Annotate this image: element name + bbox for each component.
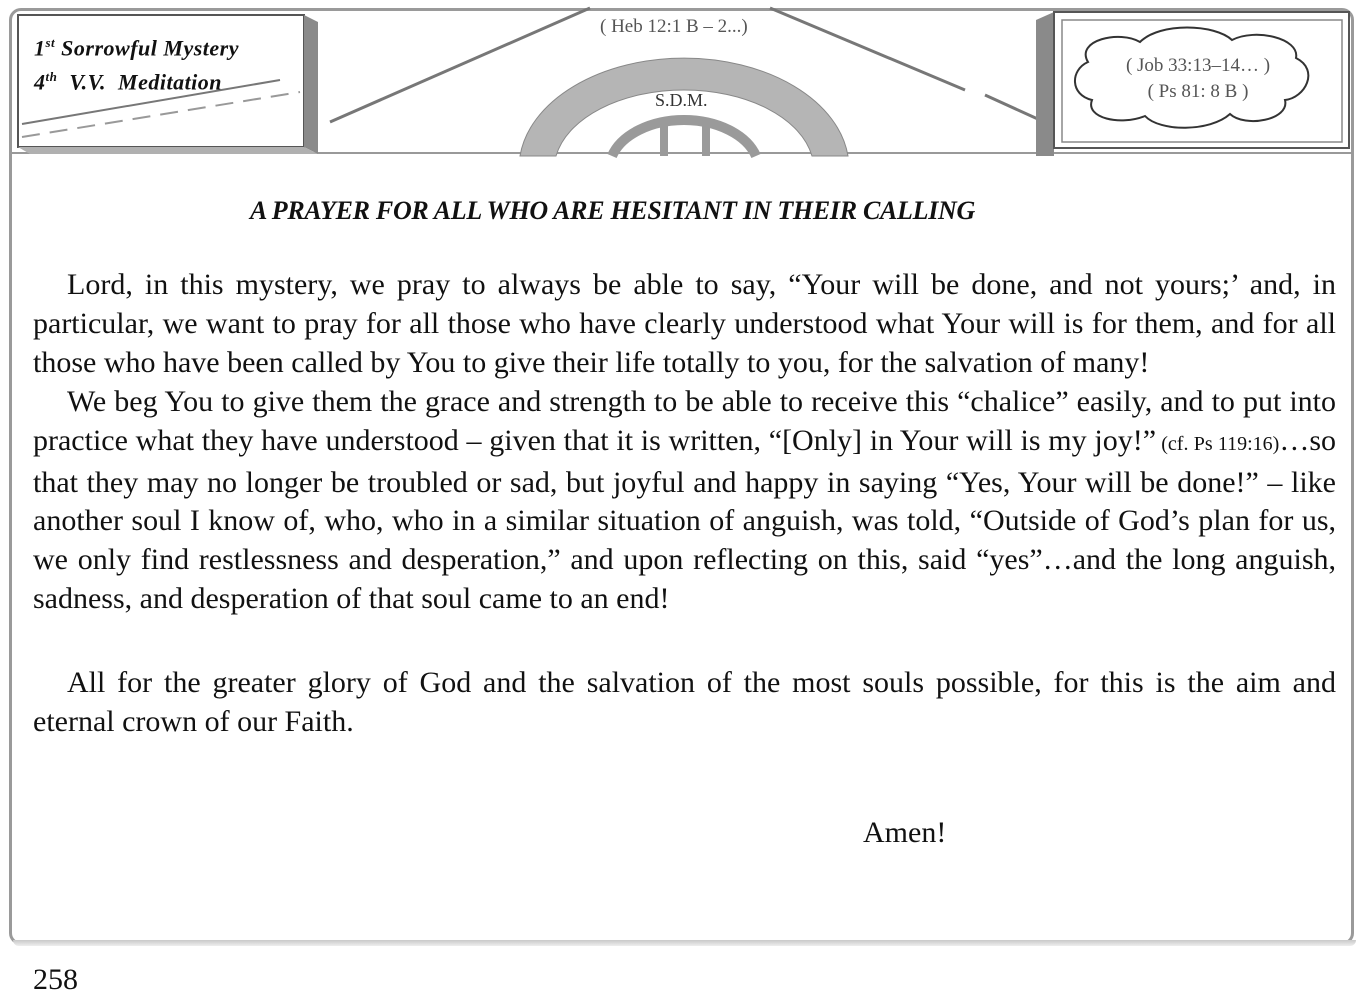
scripture-ref-ps: ( Ps 81: 8 B ) — [1147, 81, 1249, 102]
scripture-ref-heb: ( Heb 12:1 B – 2...) — [600, 16, 748, 37]
page-number: 258 — [33, 963, 78, 996]
prayer-paragraph-2 — [33, 383, 1336, 619]
sdm-label: S.D.M. — [655, 90, 708, 110]
meditation-label: V.V. Meditation — [57, 69, 223, 95]
paragraph-2-start: We beg You to give them the grace and strength to be able to receive this “chalice” easily, and to put into practice what they have understood – given that it is written, “[Only] in Your will is my joy!” — [33, 384, 1336, 457]
mystery-line-2 — [34, 62, 239, 96]
meditation-number: 4 — [34, 69, 46, 95]
paragraph-2-end: …so that they may no longer be troubled or sad, but joyful and happy in saying “Yes, Your will be done!” – like another soul I know of, who, who in a similar situation of anguish, was told, “Outside of God’s plan for us, we only find restlessness and desperation,” and upon reflecting on this, said “yes”…and the long anguish, sadness, and desperation of that soul came to an end! — [33, 423, 1336, 616]
mystery-label: Sorrowful Mystery — [55, 35, 239, 61]
mystery-heading — [34, 28, 239, 97]
prayer-paragraph-3: All for the greater glory of God and the salvation of the most souls possible, for this is the aim and eternal crown of our Faith. — [33, 666, 1336, 739]
amen-text: Amen! — [863, 816, 947, 849]
scripture-ref-ps119: (cf. Ps 119:16) — [1156, 432, 1280, 455]
mystery-number: 1 — [34, 35, 46, 61]
scripture-ref-job: ( Job 33:13–14… ) — [1125, 55, 1271, 76]
prayer-title: A PRAYER FOR ALL WHO ARE HESITANT IN THEIR CALLING — [250, 196, 975, 225]
prayer-paragraph-1: Lord, in this mystery, we pray to always be able to say, “Your will be done, and not yours;’ and, in particular, we want to pray for all those who have clearly understood what Your will is for them, and for all those who have been called by You to give their life totally to you, for the salvation of many! — [33, 268, 1336, 379]
frame-shadow — [13, 940, 1356, 946]
cloud-references — [1100, 53, 1296, 105]
prayer-body — [33, 266, 1336, 742]
meditation-ordinal: th — [45, 69, 58, 85]
mystery-ordinal: st — [45, 35, 56, 50]
mystery-line-1 — [34, 28, 239, 62]
